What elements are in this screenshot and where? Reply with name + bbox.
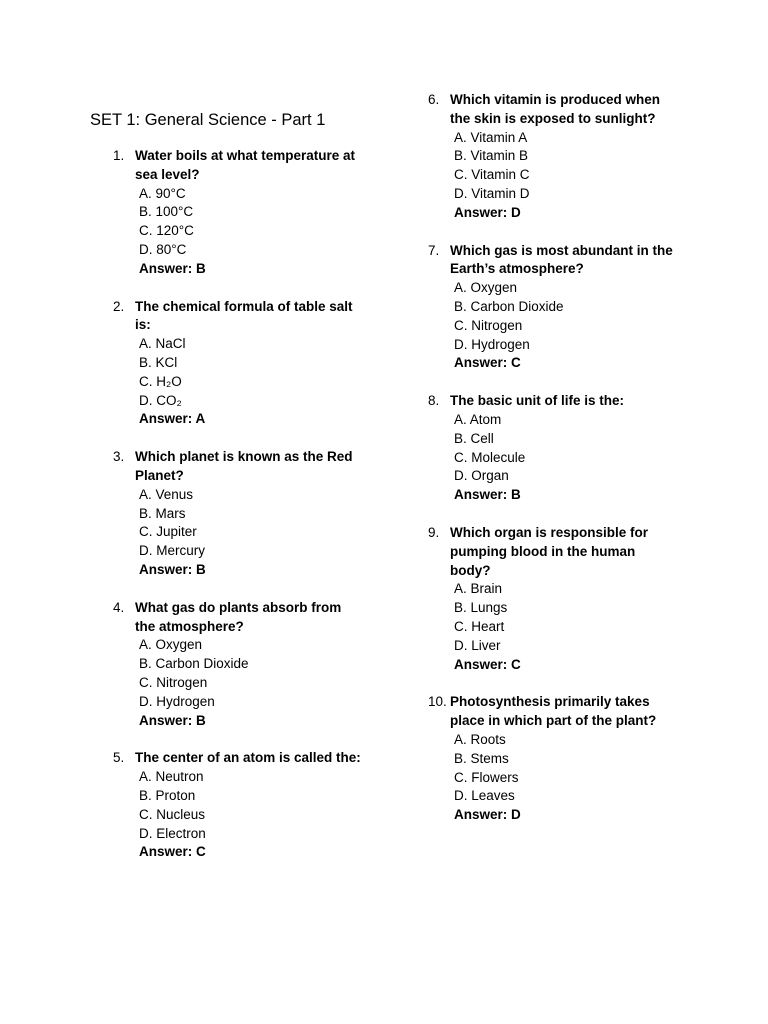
answer-options	[139, 768, 363, 843]
question-item	[428, 693, 678, 825]
answer-option: C. Vitamin C	[454, 167, 530, 183]
answer-option: D. Organ	[454, 468, 509, 484]
answer-option: C. Nitrogen	[454, 317, 523, 333]
answer-option: B. Cell	[454, 430, 494, 446]
answer-options	[139, 335, 363, 410]
answer-option: B. KCl	[139, 354, 178, 370]
answer-option: A. Neutron	[139, 769, 204, 785]
answer-options	[454, 279, 678, 354]
question-number: 5.	[113, 750, 125, 766]
answer-option: C. Flowers	[454, 769, 519, 785]
answer-option: C. Nitrogen	[139, 674, 208, 690]
answer-option: D. Vitamin D	[454, 185, 530, 201]
answer-key: Answer: C	[139, 844, 206, 860]
answer-option: D. Leaves	[454, 788, 515, 804]
answer-key: Answer: A	[139, 411, 206, 427]
answer-option: C. Nucleus	[139, 806, 206, 822]
question-text: Which vitamin is produced when the skin is exposed to sunlight?	[450, 92, 661, 126]
answer-option: A. Oxygen	[139, 637, 203, 653]
question-text: Which planet is known as the Red Planet?	[135, 449, 353, 483]
question-number: 7.	[428, 242, 440, 258]
answer-option: B. Stems	[454, 750, 509, 766]
question-item	[113, 448, 363, 580]
question-item	[428, 91, 678, 223]
question-item	[113, 599, 363, 731]
page-title: SET 1: General Science - Part 1	[90, 111, 326, 129]
answer-option: C. 120°C	[139, 223, 194, 239]
answer-option: D. 80°C	[139, 241, 187, 257]
answer-option: B. Carbon Dioxide	[454, 298, 564, 314]
answer-option: A. 90°C	[139, 185, 186, 201]
answer-key: Answer: B	[139, 561, 206, 577]
answer-option: D. Liver	[454, 637, 501, 653]
question-text: Which organ is responsible for pumping blood in the human body?	[450, 524, 649, 578]
answer-key: Answer: C	[454, 355, 521, 371]
answer-options	[139, 486, 363, 561]
question-column-left	[113, 147, 363, 881]
answer-option: A. Atom	[454, 411, 502, 427]
question-number: 10.	[428, 694, 447, 710]
answer-option: D. CO₂	[139, 392, 182, 408]
answer-option: B. Proton	[139, 787, 196, 803]
answer-option: D. Hydrogen	[454, 336, 530, 352]
question-text: What gas do plants absorb from the atmosphere?	[135, 599, 342, 634]
answer-option: B. Lungs	[454, 600, 508, 616]
answer-option: B. 100°C	[139, 204, 194, 220]
answer-option: A. Brain	[454, 581, 503, 597]
answer-option: A. NaCl	[139, 336, 186, 352]
answer-option: B. Vitamin B	[454, 148, 529, 164]
question-number: 1.	[113, 148, 125, 163]
answer-option: C. Molecule	[454, 449, 526, 465]
answer-options	[454, 129, 678, 204]
answer-key: Answer: D	[454, 807, 521, 823]
question-item	[113, 147, 363, 279]
answer-key: Answer: C	[454, 656, 521, 672]
answer-option: C. H₂O	[139, 373, 182, 389]
answer-key: Answer: D	[454, 204, 521, 220]
question-number: 9.	[428, 524, 440, 540]
question-item	[428, 524, 678, 674]
answer-option: A. Venus	[139, 486, 194, 502]
answer-options	[139, 185, 363, 260]
question-number: 3.	[113, 449, 125, 465]
question-text: The center of an atom is called the:	[135, 750, 361, 766]
question-text: Photosynthesis primarily takes place in which part of the plant?	[450, 694, 657, 729]
question-item	[113, 749, 363, 862]
question-item	[113, 298, 363, 430]
answer-option: C. Heart	[454, 618, 505, 634]
answer-options	[454, 411, 678, 486]
answer-option: A. Oxygen	[454, 280, 518, 296]
answer-options	[139, 636, 363, 711]
answer-key: Answer: B	[139, 712, 206, 728]
question-text: The basic unit of life is the:	[450, 393, 625, 409]
question-column-right	[428, 91, 678, 844]
answer-key: Answer: B	[139, 260, 206, 276]
answer-option: B. Mars	[139, 505, 186, 521]
question-number: 2.	[113, 298, 125, 314]
answer-option: A. Roots	[454, 731, 506, 747]
question-text: Which gas is most abundant in the Earth’s atmosphere?	[450, 242, 673, 277]
question-number: 6.	[428, 92, 440, 107]
question-number: 4.	[113, 599, 125, 615]
question-number: 8.	[428, 393, 440, 409]
question-item	[428, 242, 678, 374]
answer-option: D. Electron	[139, 825, 206, 841]
answer-option: B. Carbon Dioxide	[139, 656, 249, 672]
answer-option: D. Hydrogen	[139, 693, 215, 709]
question-text: Water boils at what temperature at sea level?	[135, 148, 356, 182]
answer-key: Answer: B	[454, 487, 521, 503]
answer-option: A. Vitamin A	[454, 129, 528, 145]
answer-option: D. Mercury	[139, 543, 206, 559]
question-text: The chemical formula of table salt is:	[135, 298, 353, 333]
answer-option: C. Jupiter	[139, 524, 197, 540]
answer-options	[454, 580, 678, 655]
answer-options	[454, 731, 678, 806]
question-item	[428, 392, 678, 505]
